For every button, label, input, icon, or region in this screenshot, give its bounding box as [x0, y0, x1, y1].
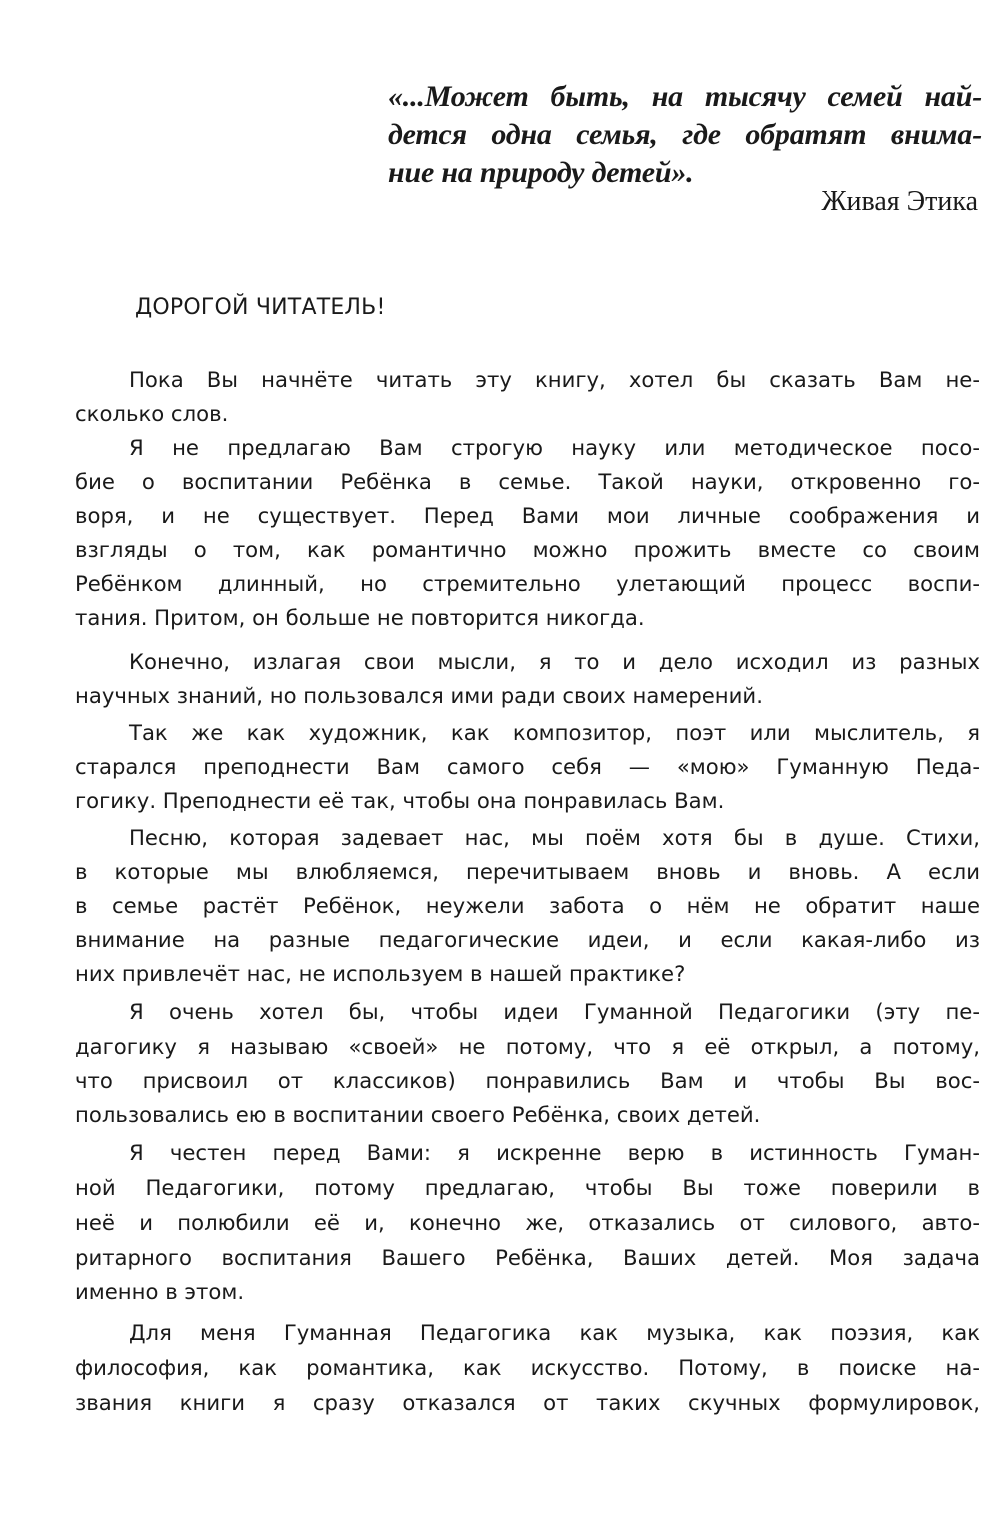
text-line: Конечно, излагая свои мысли, я то и дело исходил из разных: [129, 649, 980, 674]
text-line: воря, и не существует. Перед Вами мои личные соображения и: [75, 503, 980, 528]
text-line: ной Педагогики, потому предлагаю, чтобы Вы тоже поверили в: [75, 1175, 980, 1200]
text-line: бие о воспитании Ребёнка в семье. Такой науки, откровенно го-: [75, 469, 980, 494]
text-line: внимание на разные педагогические идеи, и если какая-либо из: [75, 927, 980, 952]
epigraph-attribution: Живая Этика: [821, 186, 978, 217]
text-line: гогику. Преподнести её так, чтобы она понравилась Вам.: [75, 788, 725, 813]
text-line: тания. Притом, он больше не повторится никогда.: [75, 605, 645, 630]
text-line: них привлечёт нас, не используем в нашей практике?: [75, 961, 686, 986]
text-line: в которые мы влюбляемся, перечитываем вновь и вновь. А если: [75, 859, 980, 884]
text-line: звания книги я сразу отказался от таких скучных формулировок,: [75, 1390, 980, 1415]
text-line: пользовались ею в воспитании своего Ребёнка, своих детей.: [75, 1102, 761, 1127]
text-line: Песню, которая задевает нас, мы поём хотя бы в душе. Стихи,: [129, 825, 980, 850]
text-line: научных знаний, но пользовался ими ради своих намерений.: [75, 683, 763, 708]
text-line: взгляды о том, как романтично можно прожить вместе со своим: [75, 537, 980, 562]
text-line: Так же как художник, как композитор, поэт или мыслитель, я: [129, 720, 980, 745]
text-line: дагогику я называю «своей» не потому, что я её открыл, а потому,: [75, 1034, 980, 1059]
text-line: Я очень хотел бы, чтобы идеи Гуманной Педагогики (эту пе-: [129, 999, 980, 1024]
text-line: Для меня Гуманная Педагогика как музыка, как поэзия, как: [129, 1320, 980, 1345]
text-line: в семье растёт Ребёнок, неужели забота о нём не обратит наше: [75, 893, 980, 918]
epigraph: [388, 78, 982, 192]
text-line: Ребёнком длинный, но стремительно улетающий процесс воспи-: [75, 571, 980, 596]
text-line: ритарного воспитания Вашего Ребёнка, Ваших детей. Моя задача: [75, 1245, 980, 1270]
text-line: Пока Вы начнёте читать эту книгу, хотел бы сказать Вам не-: [129, 367, 980, 392]
text-line: философия, как романтика, как искусство. Потому, в поиске на-: [75, 1355, 980, 1380]
epigraph-line: «...Может быть, на тысячу семей най-: [388, 80, 982, 113]
text-line: Я честен перед Вами: я искренне верю в истинность Гуман-: [129, 1140, 980, 1165]
text-line: что присвоил от классиков) понравились Вам и чтобы Вы вос-: [75, 1068, 980, 1093]
epigraph-line: дется одна семья, где обратят внима-: [388, 118, 982, 151]
text-line: сколько слов.: [75, 401, 229, 426]
text-line: старался преподнести Вам самого себя — «мою» Гуманную Педа-: [75, 754, 980, 779]
page-heading: ДОРОГОЙ ЧИТАТЕЛЬ!: [135, 295, 386, 320]
text-line: Я не предлагаю Вам строгую науку или методическое посо-: [129, 435, 980, 460]
text-line: неё и полюбили её и, конечно же, отказались от силового, авто-: [75, 1210, 980, 1235]
epigraph-line: ние на природу детей».: [388, 156, 694, 189]
text-line: именно в этом.: [75, 1279, 245, 1304]
